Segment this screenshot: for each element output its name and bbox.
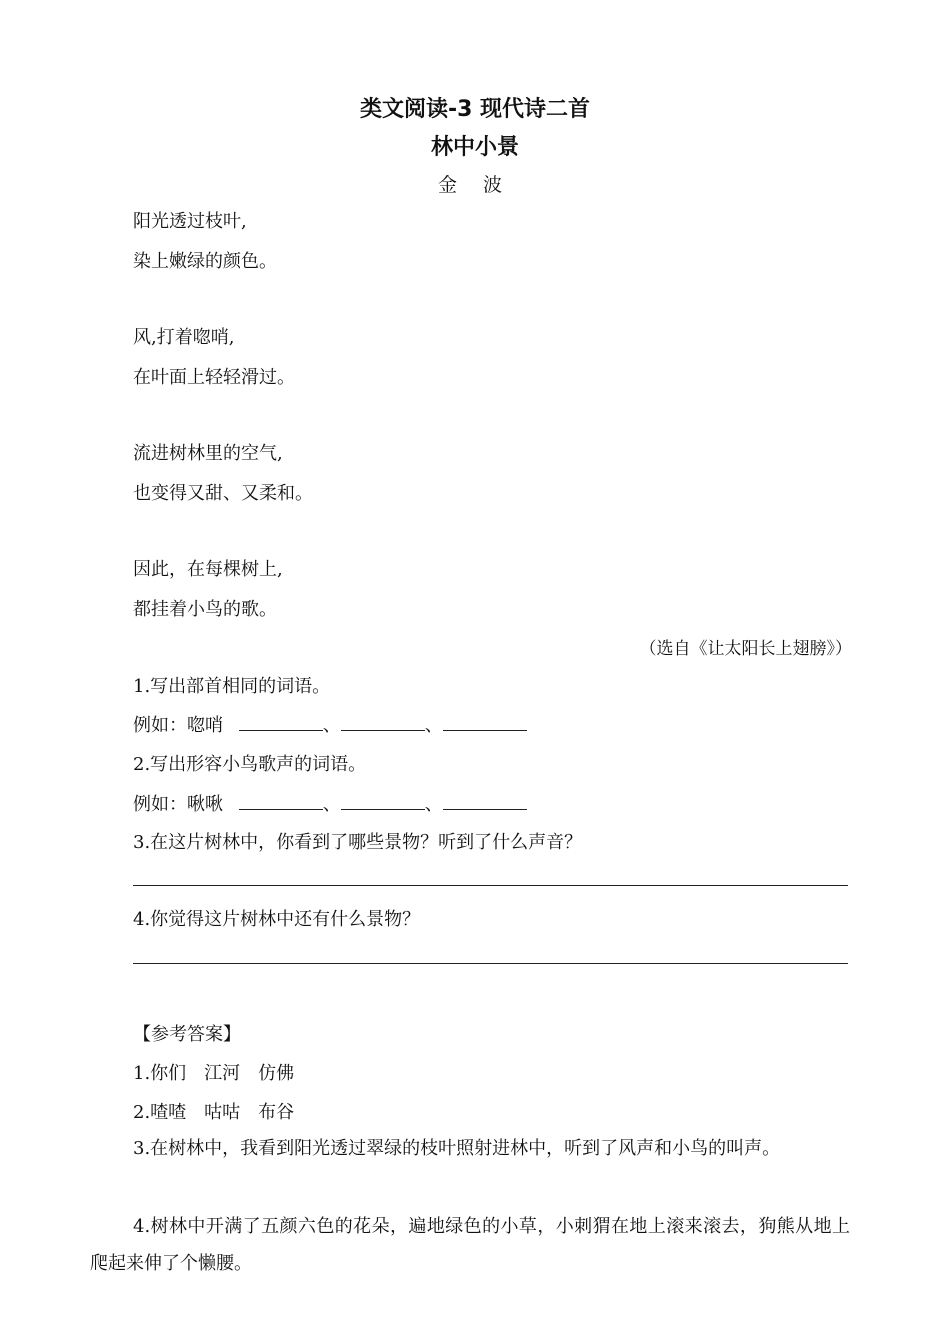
question-2-answer-row [133,790,527,816]
separator: 、 [322,794,341,815]
answer-4: 4.树林中开满了五颜六色的花朵，遍地绿色的小草，小刺猬在地上滚来滚去，狗熊从地上爬起来伸了个懒腰。 [90,1216,850,1274]
poem-source: （选自《让太阳长上翅膀》） [639,639,852,659]
answer-1: 1.你们 江河 仿佛 [133,1063,295,1084]
question-1: 1.写出部首相同的词语。 [133,676,331,697]
poem-line: 在叶面上轻轻滑过。 [133,367,295,388]
poem-line: 也变得又甜、又柔和。 [133,483,313,504]
poem-author: 金 波 [437,174,513,196]
separator: 、 [322,715,341,736]
answer-3: 3.在树林中，我看到阳光透过翠绿的枝叶照射进林中，听到了风声和小鸟的叫声。 [133,1138,781,1159]
poem-title: 林中小景 [430,135,519,160]
answer-2: 2.喳喳 咕咕 布谷 [133,1102,295,1123]
answer-line[interactable] [133,885,848,886]
poem-line: 染上嫩绿的颜色。 [133,251,277,272]
poem-line: 流进树林里的空气, [133,443,283,464]
answer-blank[interactable] [239,712,323,731]
main-title: 类文阅读-3 现代诗二首 [359,97,591,122]
poem-line: 都挂着小鸟的歌。 [133,599,277,620]
poem-line: 阳光透过枝叶, [133,211,247,232]
answer-blank[interactable] [443,791,527,810]
answers-heading: 【参考答案】 [133,1024,241,1045]
question-1-answer-row [133,711,527,737]
answer-line[interactable] [133,963,848,964]
answer-blank[interactable] [239,791,323,810]
answer-blank[interactable] [341,712,425,731]
question-2: 2.写出形容小鸟歌声的词语。 [133,754,367,775]
poem-line: 因此，在每棵树上, [133,559,283,580]
answer-blank[interactable] [341,791,425,810]
separator: 、 [424,794,443,815]
separator: 、 [424,715,443,736]
answer-blank[interactable] [443,712,527,731]
question-1-example: 例如：唿哨 [133,715,223,736]
question-2-example: 例如：啾啾 [133,794,223,815]
question-4: 4.你觉得这片树林中还有什么景物？ [133,909,421,930]
poem-line: 风,打着唿哨, [133,327,235,348]
question-3: 3.在这片树林中，你看到了哪些景物？听到了什么声音？ [133,832,583,853]
